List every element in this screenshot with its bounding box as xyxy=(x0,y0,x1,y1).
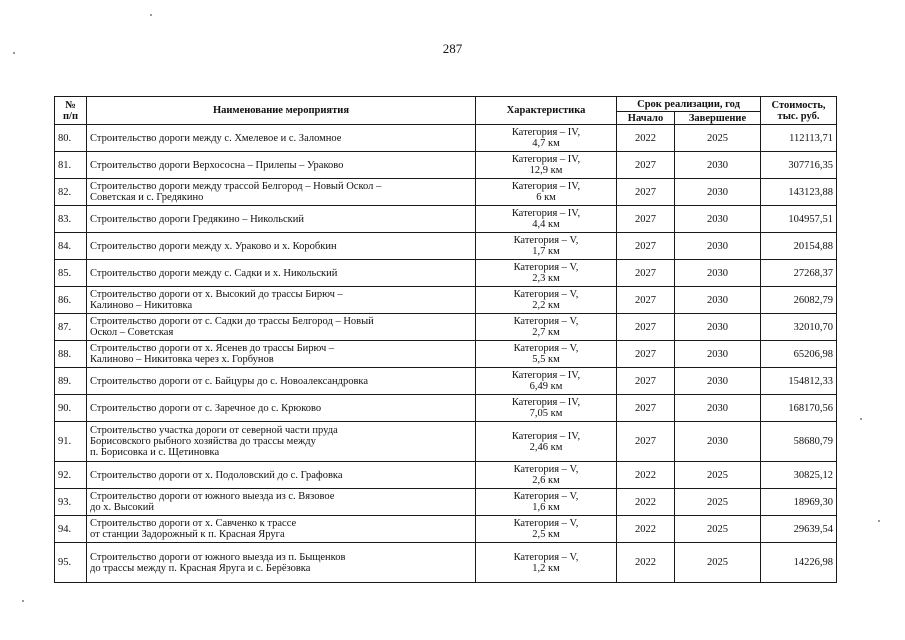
row-name: Строительство дороги от х. Ясенев до трассы Бирюч – Калиново – Никитовка через х. Горбунов xyxy=(87,341,476,368)
row-name: Строительство участка дороги от северной части пруда Борисовского рыбного хозяйства до трассы между п. Борисовка и с. Щетиновка xyxy=(87,422,476,462)
table-row xyxy=(55,152,837,179)
table-row xyxy=(55,287,837,314)
row-name: Строительство дороги от х. Подоловский до с. Графовка xyxy=(87,462,476,489)
row-start-year: 2027 xyxy=(617,233,675,260)
table-row xyxy=(55,516,837,543)
row-number: 93. xyxy=(55,489,87,516)
row-characteristic: Категория – IV, 7,05 км xyxy=(476,395,617,422)
row-number: 89. xyxy=(55,368,87,395)
table-row xyxy=(55,422,837,462)
header-name: Наименование мероприятия xyxy=(87,97,476,125)
row-cost: 30825,12 xyxy=(761,462,837,489)
row-cost: 168170,56 xyxy=(761,395,837,422)
row-start-year: 2027 xyxy=(617,152,675,179)
page-number: 287 xyxy=(442,41,463,56)
road-construction-table xyxy=(54,96,837,583)
row-start-year: 2027 xyxy=(617,422,675,462)
row-start-year: 2027 xyxy=(617,395,675,422)
table-row xyxy=(55,462,837,489)
row-end-year: 2030 xyxy=(675,341,761,368)
row-name: Строительство дороги между с. Хмелевое и с. Заломное xyxy=(87,125,476,152)
table-row xyxy=(55,368,837,395)
row-cost: 154812,33 xyxy=(761,368,837,395)
row-characteristic: Категория – IV, 4,4 км xyxy=(476,206,617,233)
row-characteristic: Категория – IV, 6 км xyxy=(476,179,617,206)
row-number: 95. xyxy=(55,543,87,583)
header-number: № п/п xyxy=(55,97,87,125)
row-end-year: 2030 xyxy=(675,395,761,422)
row-cost: 18969,30 xyxy=(761,489,837,516)
header-end: Завершение xyxy=(675,112,761,125)
scan-speck xyxy=(22,600,24,602)
row-number: 85. xyxy=(55,260,87,287)
table-row xyxy=(55,341,837,368)
row-end-year: 2030 xyxy=(675,287,761,314)
row-cost: 20154,88 xyxy=(761,233,837,260)
row-start-year: 2027 xyxy=(617,287,675,314)
row-name: Строительство дороги от х. Савченко к трассе от станции Задорожный к п. Красная Яруга xyxy=(87,516,476,543)
row-cost: 104957,51 xyxy=(761,206,837,233)
table-row xyxy=(55,395,837,422)
row-characteristic: Категория – V, 5,5 км xyxy=(476,341,617,368)
row-number: 88. xyxy=(55,341,87,368)
row-end-year: 2030 xyxy=(675,179,761,206)
row-start-year: 2027 xyxy=(617,179,675,206)
row-number: 86. xyxy=(55,287,87,314)
header-period: Срок реализации, год xyxy=(617,97,761,112)
row-cost: 32010,70 xyxy=(761,314,837,341)
header-cost: Стоимость, тыс. руб. xyxy=(761,97,837,125)
row-name: Строительство дороги между с. Садки и х. Никольский xyxy=(87,260,476,287)
row-number: 80. xyxy=(55,125,87,152)
scan-speck xyxy=(150,14,152,16)
row-number: 91. xyxy=(55,422,87,462)
row-start-year: 2027 xyxy=(617,260,675,287)
row-characteristic: Категория – V, 2,3 км xyxy=(476,260,617,287)
table-row xyxy=(55,206,837,233)
row-characteristic: Категория – IV, 12,9 км xyxy=(476,152,617,179)
row-cost: 112113,71 xyxy=(761,125,837,152)
row-name: Строительство дороги от с. Байцуры до с. Новоалександровка xyxy=(87,368,476,395)
row-end-year: 2030 xyxy=(675,206,761,233)
row-start-year: 2022 xyxy=(617,125,675,152)
table-row xyxy=(55,543,837,583)
row-characteristic: Категория – V, 1,7 км xyxy=(476,233,617,260)
row-number: 92. xyxy=(55,462,87,489)
row-cost: 27268,37 xyxy=(761,260,837,287)
row-end-year: 2030 xyxy=(675,314,761,341)
row-characteristic: Категория – V, 2,7 км xyxy=(476,314,617,341)
row-end-year: 2025 xyxy=(675,543,761,583)
row-start-year: 2022 xyxy=(617,489,675,516)
row-start-year: 2027 xyxy=(617,341,675,368)
row-end-year: 2030 xyxy=(675,233,761,260)
row-cost: 143123,88 xyxy=(761,179,837,206)
table-row xyxy=(55,179,837,206)
row-cost: 58680,79 xyxy=(761,422,837,462)
row-number: 84. xyxy=(55,233,87,260)
row-number: 94. xyxy=(55,516,87,543)
row-characteristic: Категория – V, 1,6 км xyxy=(476,489,617,516)
row-cost: 26082,79 xyxy=(761,287,837,314)
row-number: 81. xyxy=(55,152,87,179)
row-number: 87. xyxy=(55,314,87,341)
row-start-year: 2022 xyxy=(617,462,675,489)
row-name: Строительство дороги между трассой Белгород – Новый Оскол – Советская и с. Гредякино xyxy=(87,179,476,206)
row-end-year: 2030 xyxy=(675,422,761,462)
row-name: Строительство дороги Гредякино – Никольский xyxy=(87,206,476,233)
row-cost: 29639,54 xyxy=(761,516,837,543)
row-characteristic: Категория – V, 2,6 км xyxy=(476,462,617,489)
scan-speck xyxy=(13,52,15,54)
table-row xyxy=(55,260,837,287)
table-row xyxy=(55,233,837,260)
row-end-year: 2025 xyxy=(675,516,761,543)
table-row xyxy=(55,314,837,341)
row-name: Строительство дороги между х. Ураково и х. Коробкин xyxy=(87,233,476,260)
scan-speck xyxy=(878,520,880,522)
row-name: Строительство дороги от южного выезда из п. Быщенков до трассы между п. Красная Яруга и с. Берёзовка xyxy=(87,543,476,583)
row-characteristic: Категория – IV, 2,46 км xyxy=(476,422,617,462)
row-characteristic: Категория – V, 2,2 км xyxy=(476,287,617,314)
row-end-year: 2025 xyxy=(675,462,761,489)
header-characteristic: Характеристика xyxy=(476,97,617,125)
scan-speck xyxy=(860,418,862,420)
row-end-year: 2025 xyxy=(675,489,761,516)
row-name: Строительство дороги от с. Садки до трассы Белгород – Новый Оскол – Советская xyxy=(87,314,476,341)
row-cost: 65206,98 xyxy=(761,341,837,368)
row-name: Строительство дороги от х. Высокий до трассы Бирюч – Калиново – Никитовка xyxy=(87,287,476,314)
row-start-year: 2027 xyxy=(617,206,675,233)
row-cost: 307716,35 xyxy=(761,152,837,179)
row-start-year: 2027 xyxy=(617,314,675,341)
header-start: Начало xyxy=(617,112,675,125)
row-start-year: 2022 xyxy=(617,516,675,543)
table-body xyxy=(55,125,837,583)
row-characteristic: Категория – V, 2,5 км xyxy=(476,516,617,543)
row-name: Строительство дороги Верхососна – Прилепы – Ураково xyxy=(87,152,476,179)
table-row xyxy=(55,125,837,152)
row-cost: 14226,98 xyxy=(761,543,837,583)
row-number: 90. xyxy=(55,395,87,422)
table-row xyxy=(55,489,837,516)
row-characteristic: Категория – IV, 6,49 км xyxy=(476,368,617,395)
row-end-year: 2025 xyxy=(675,125,761,152)
row-number: 83. xyxy=(55,206,87,233)
row-end-year: 2030 xyxy=(675,260,761,287)
row-name: Строительство дороги от с. Заречное до с. Крюково xyxy=(87,395,476,422)
row-number: 82. xyxy=(55,179,87,206)
row-start-year: 2022 xyxy=(617,543,675,583)
row-end-year: 2030 xyxy=(675,368,761,395)
row-characteristic: Категория – IV, 4,7 км xyxy=(476,125,617,152)
row-end-year: 2030 xyxy=(675,152,761,179)
row-start-year: 2027 xyxy=(617,368,675,395)
row-name: Строительство дороги от южного выезда из с. Вязовое до х. Высокий xyxy=(87,489,476,516)
row-characteristic: Категория – V, 1,2 км xyxy=(476,543,617,583)
